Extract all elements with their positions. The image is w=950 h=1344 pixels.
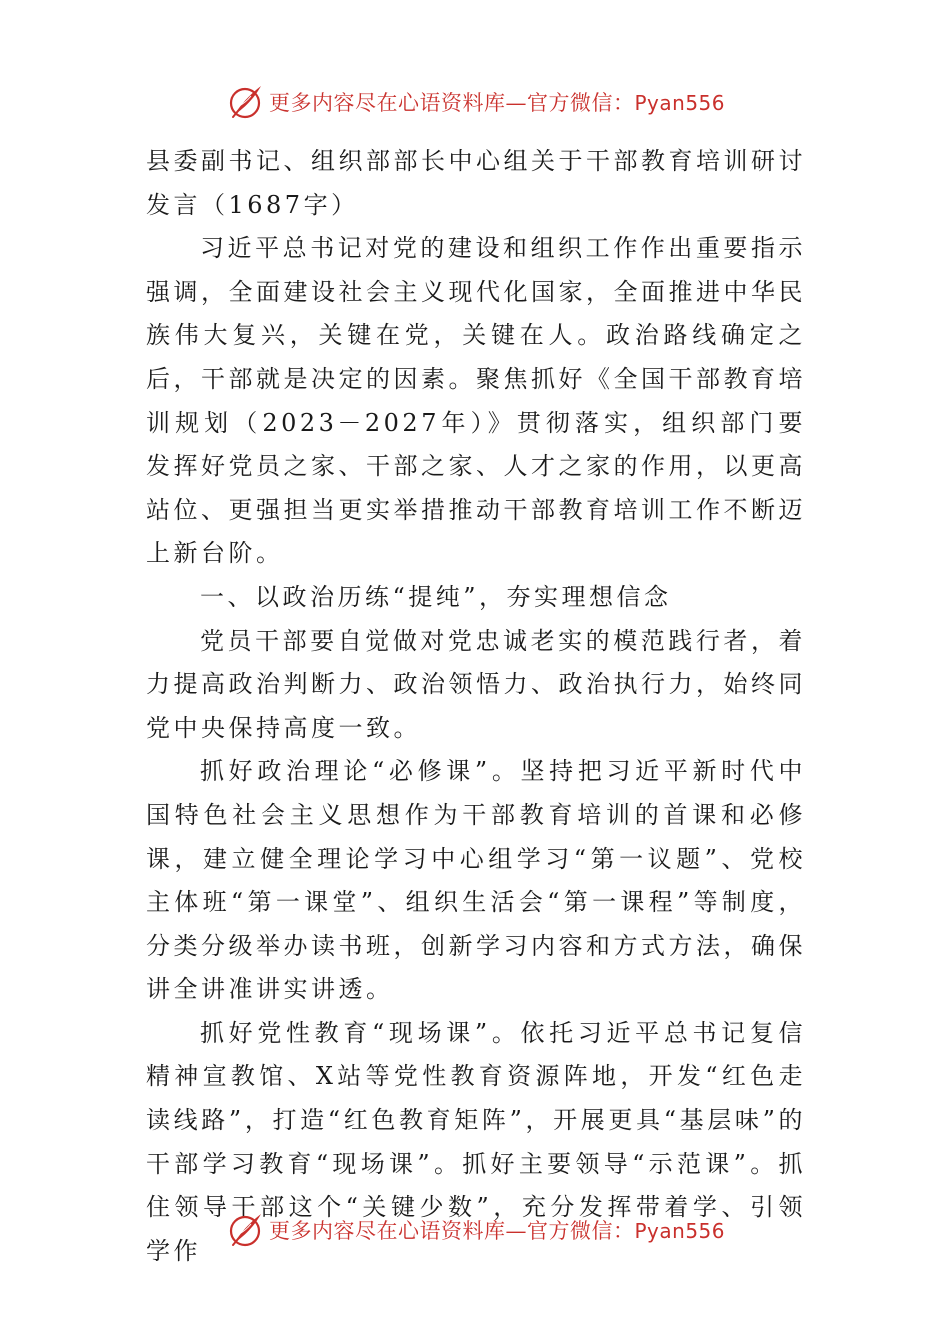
banner-wechat-id: Pyan556: [634, 91, 725, 115]
footer-watermark-banner: [0, 1208, 950, 1252]
paragraph-3: 抓好政治理论“必修课”。坚持把习近平新时代中国特色社会主义思想作为干部教育培训的首课和必修课，建立健全理论学习中心组学习“第一议题”、党校主体班“第一课堂”、组织生活会“第一课程”等制度，分类分级举办读书班，创新学习内容和方式方法，确保讲全讲准讲实讲透。: [146, 757, 806, 1004]
banner-text: 更多内容尽在心语资料库—官方微信：Pyan556: [268, 1219, 725, 1243]
paragraph-1: 习近平总书记对党的建设和组织工作作出重要指示强调，全面建设社会主义现代化国家，全面推进中华民族伟大复兴，关键在党，关键在人。政治路线确定之后，干部就是决定的因素。聚焦抓好《全国干部教育培训规划（2023－2027年）》贯彻落实，组织部门要发挥好党员之家、干部之家、人才之家的作用，以更高站位、更强担当更实举措推动干部教育培训工作不断迈上新台阶。: [146, 234, 806, 568]
document-body: [146, 140, 806, 1273]
quill-pen-logo-icon: [225, 82, 265, 122]
header-watermark-banner: [0, 80, 950, 124]
paragraph-4: 抓好党性教育“现场课”。依托习近平总书记复信精神宣教馆、X站等党性教育资源阵地，开发“红色走读线路”，打造“红色教育矩阵”，开展更具“基层味”的干部学习教育“现场课”。抓好主要领导“示范课”。抓住领导干部这个“关键少数”，充分发挥带着学、引领学作: [146, 1018, 806, 1265]
quill-pen-logo-icon: [225, 1210, 265, 1250]
banner-text: 更多内容尽在心语资料库—官方微信：Pyan556: [268, 91, 725, 115]
document-title: 县委副书记、组织部部长中心组关于干部教育培训研讨发言（1687字）: [146, 147, 806, 219]
banner-wechat-id: Pyan556: [634, 1219, 725, 1243]
paragraph-2: 党员干部要自觉做对党忠诚老实的模范践行者，着力提高政治判断力、政治领悟力、政治执行力，始终同党中央保持高度一致。: [146, 626, 806, 742]
section-heading-1: 一、以政治历练“提纯”，夯实理想信念: [200, 582, 672, 611]
